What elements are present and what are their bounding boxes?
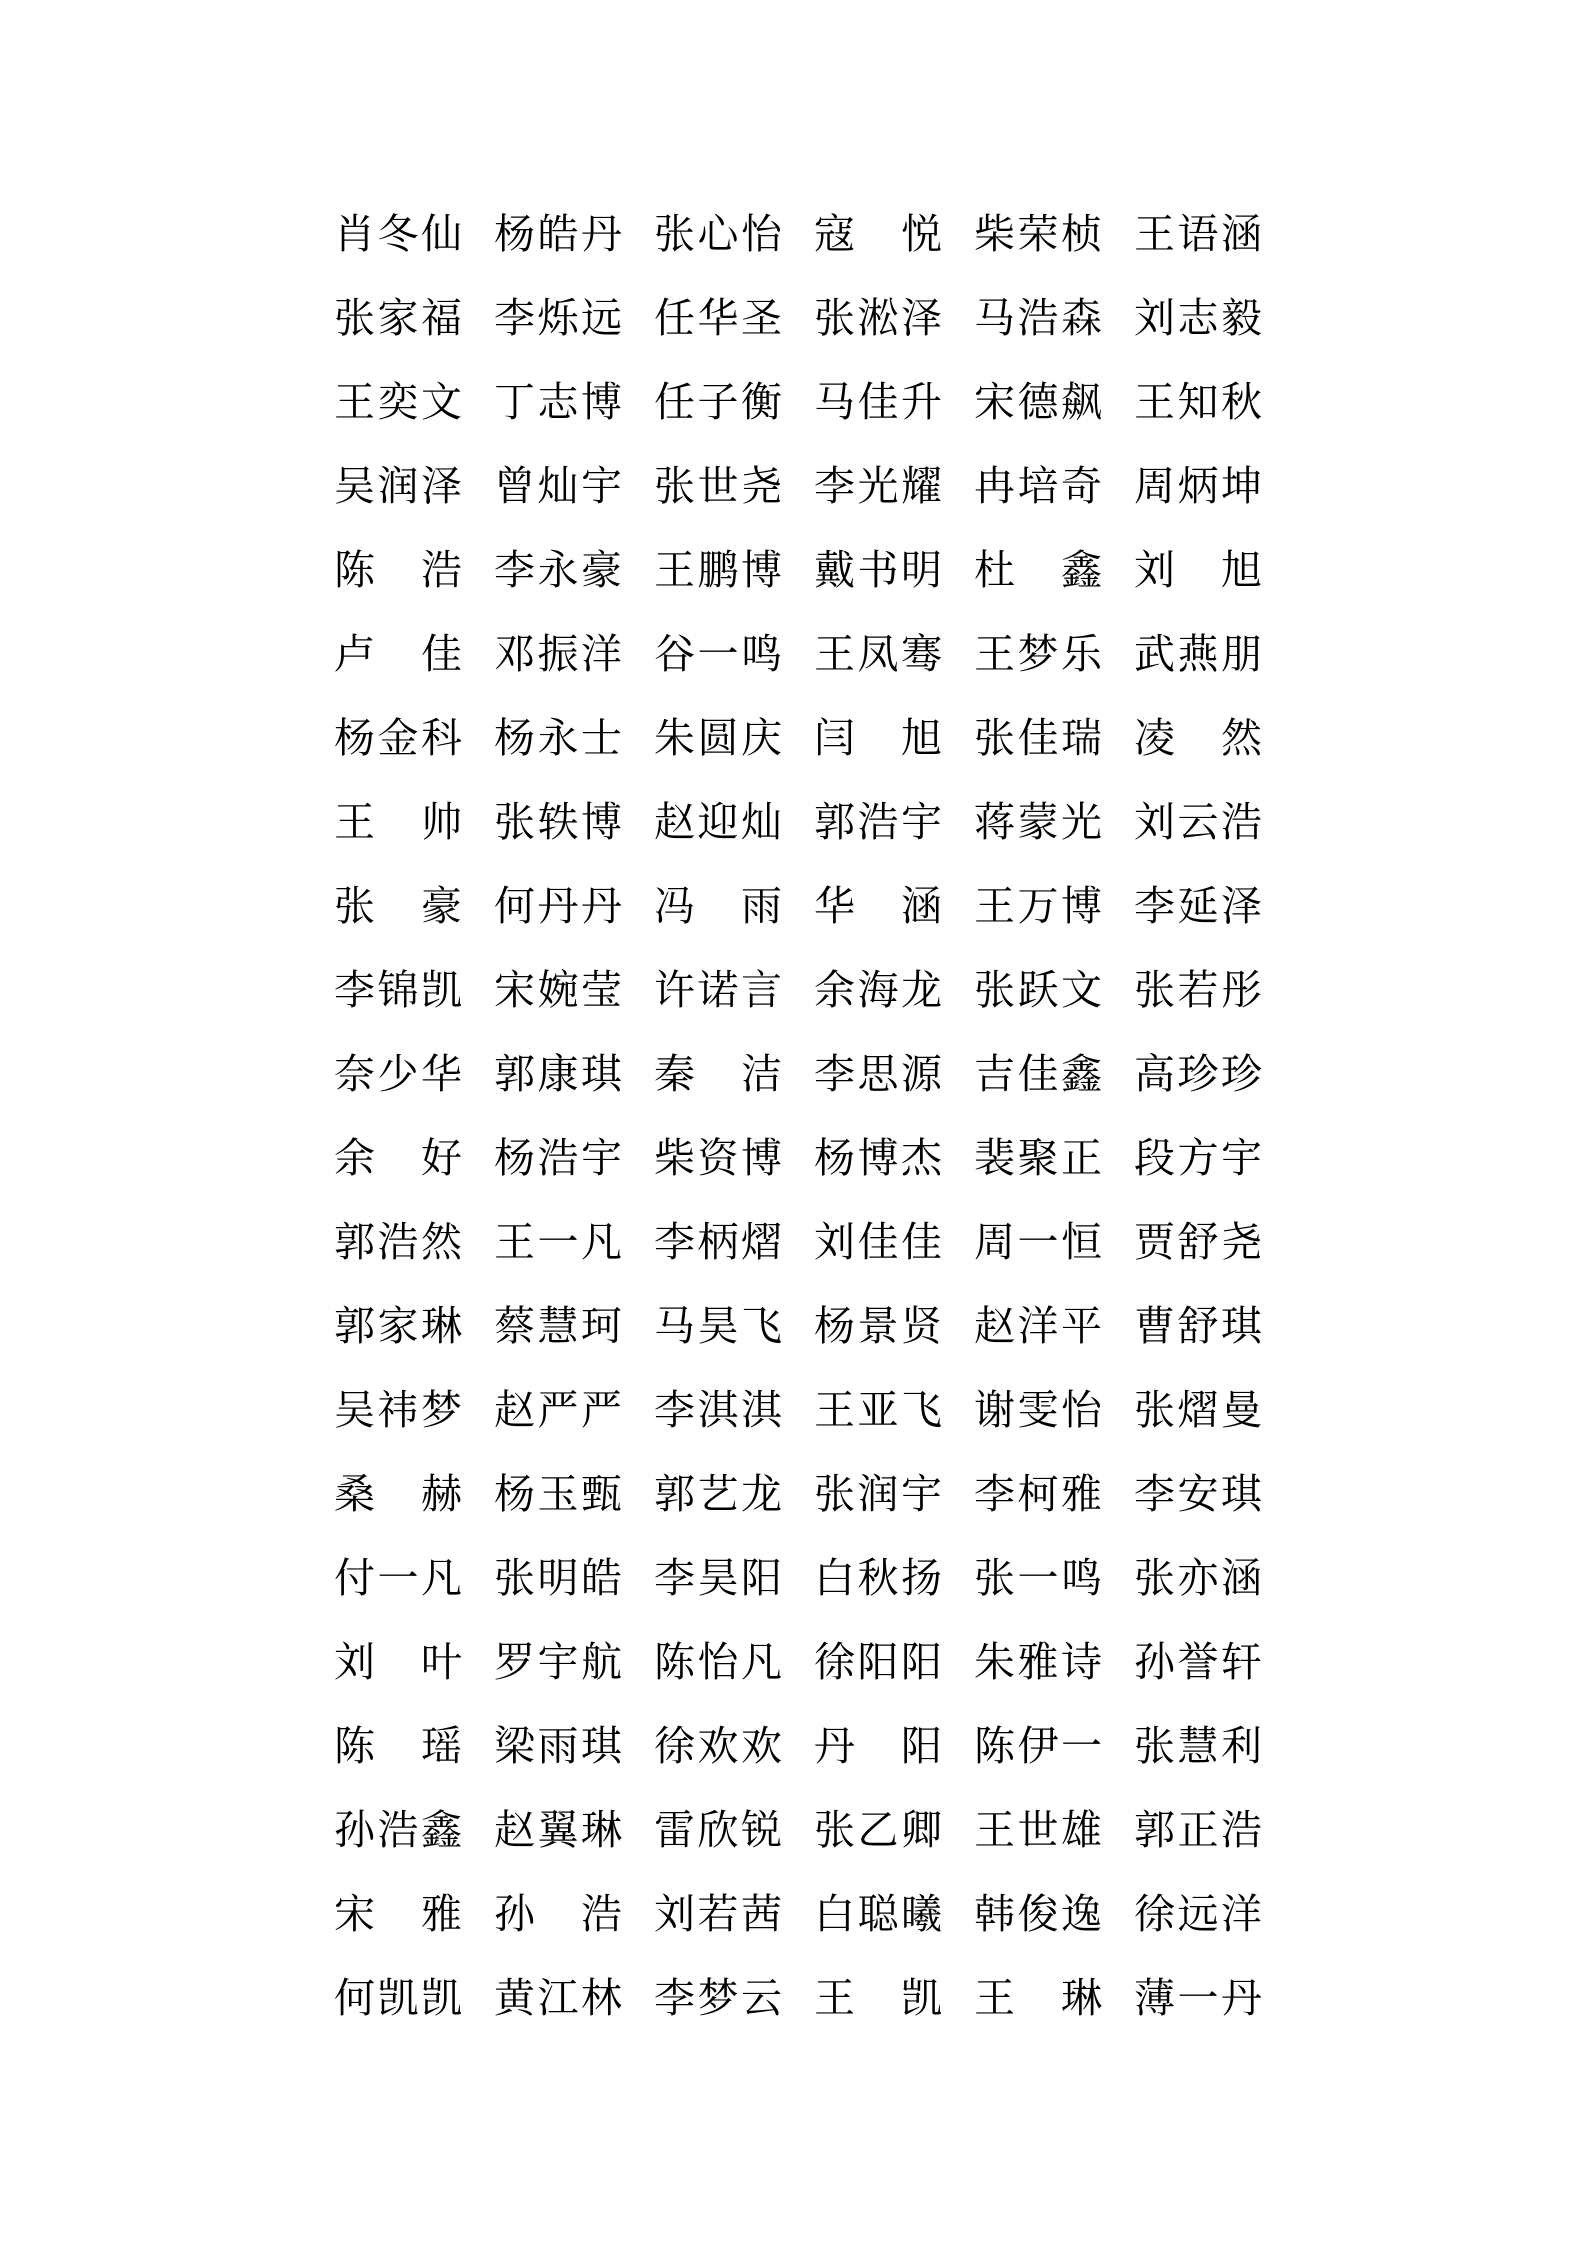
- name-entry: 卢 佳: [334, 630, 462, 678]
- name-entry: 张 乙 卿: [814, 1806, 942, 1854]
- name-entry: 曾 灿 宇: [494, 462, 622, 510]
- name-entry: 郭 艺 龙: [654, 1470, 782, 1518]
- name-entry: 华 涵: [814, 882, 942, 930]
- name-entry: 李 昊 阳: [654, 1554, 782, 1602]
- name-entry: 李 安 琪: [1134, 1470, 1262, 1518]
- name-entry: 张 一 鸣: [974, 1554, 1102, 1602]
- name-entry: 李 烁 远: [494, 294, 622, 342]
- name-entry: 黄 江 林: [494, 1974, 622, 2022]
- name-entry: 张 明 皓: [494, 1554, 622, 1602]
- name-entry: 宋 雅: [334, 1890, 462, 1938]
- name-entry: 桑 赫: [334, 1470, 462, 1518]
- name-entry: 刘 叶: [334, 1638, 462, 1686]
- name-entry: 张 家 福: [334, 294, 462, 342]
- name-entry: 付 一 凡: [334, 1554, 462, 1602]
- name-entry: 刘 旭: [1134, 546, 1262, 594]
- name-entry: 杨 金 科: [334, 714, 462, 762]
- name-entry: 李 淇 淇: [654, 1386, 782, 1434]
- name-entry: 王 琳: [974, 1974, 1102, 2022]
- name-entry: 王 帅: [334, 798, 462, 846]
- name-entry: 李 梦 云: [654, 1974, 782, 2022]
- name-entry: 杨 浩 宇: [494, 1134, 622, 1182]
- name-entry: 奈 少 华: [334, 1050, 462, 1098]
- name-entry: 杨 永 士: [494, 714, 622, 762]
- name-entry: 马 昊 飞: [654, 1302, 782, 1350]
- name-entry: 李 延 泽: [1134, 882, 1262, 930]
- name-entry: 郭 正 浩: [1134, 1806, 1262, 1854]
- name-entry: 刘 若 茜: [654, 1890, 782, 1938]
- name-entry: 雷 欣 锐: [654, 1806, 782, 1854]
- name-entry: 马 浩 森: [974, 294, 1102, 342]
- name-entry: 李 柄 熠: [654, 1218, 782, 1266]
- name-entry: 陈 瑶: [334, 1722, 462, 1770]
- name-entry: 谢 雯 怡: [974, 1386, 1102, 1434]
- name-entry: 贾 舒 尧: [1134, 1218, 1262, 1266]
- name-entry: 许 诺 言: [654, 966, 782, 1014]
- name-entry: 梁 雨 琪: [494, 1722, 622, 1770]
- name-entry: 朱 圆 庆: [654, 714, 782, 762]
- name-entry: 宋 德 飙: [974, 378, 1102, 426]
- name-entry: 张 心 怡: [654, 210, 782, 258]
- name-entry: 李 柯 雅: [974, 1470, 1102, 1518]
- name-entry: 张 慧 利: [1134, 1722, 1262, 1770]
- name-entry: 孙 浩: [494, 1890, 622, 1938]
- name-entry: 张 佳 瑞: [974, 714, 1102, 762]
- name-entry: 孙 浩 鑫: [334, 1806, 462, 1854]
- name-entry: 寇 悦: [814, 210, 942, 258]
- name-entry: 赵 洋 平: [974, 1302, 1102, 1350]
- name-entry: 丹 阳: [814, 1722, 942, 1770]
- name-entry: 薄 一 丹: [1134, 1974, 1262, 2022]
- name-entry: 张 亦 涵: [1134, 1554, 1262, 1602]
- name-entry: 王 万 博: [974, 882, 1102, 930]
- name-entry: 任 子 衡: [654, 378, 782, 426]
- name-entry: 王 一 凡: [494, 1218, 622, 1266]
- name-entry: 徐 远 洋: [1134, 1890, 1262, 1938]
- name-entry: 王 语 涵: [1134, 210, 1262, 258]
- name-entry: 徐 阳 阳: [814, 1638, 942, 1686]
- name-entry: 丁 志 博: [494, 378, 622, 426]
- name-entry: 杨 博 杰: [814, 1134, 942, 1182]
- name-entry: 谷 一 鸣: [654, 630, 782, 678]
- name-entry: 张 淞 泽: [814, 294, 942, 342]
- name-entry: 赵 严 严: [494, 1386, 622, 1434]
- name-entry: 徐 欢 欢: [654, 1722, 782, 1770]
- name-entry: 冉 培 奇: [974, 462, 1102, 510]
- name-entry: 裴 聚 正: [974, 1134, 1102, 1182]
- name-entry: 杨 皓 丹: [494, 210, 622, 258]
- name-entry: 戴 书 明: [814, 546, 942, 594]
- name-entry: 刘 佳 佳: [814, 1218, 942, 1266]
- name-entry: 张 熠 曼: [1134, 1386, 1262, 1434]
- name-entry: 王 亚 飞: [814, 1386, 942, 1434]
- name-entry: 何 凯 凯: [334, 1974, 462, 2022]
- name-entry: 白 聪 曦: [814, 1890, 942, 1938]
- name-entry: 张 豪: [334, 882, 462, 930]
- name-entry: 郭 康 琪: [494, 1050, 622, 1098]
- name-entry: 周 炳 坤: [1134, 462, 1262, 510]
- name-entry: 余 海 龙: [814, 966, 942, 1014]
- name-entry: 武 燕 朋: [1134, 630, 1262, 678]
- name-entry: 何 丹 丹: [494, 882, 622, 930]
- name-entry: 段 方 宇: [1134, 1134, 1262, 1182]
- name-entry: 闫 旭: [814, 714, 942, 762]
- name-entry: 张 轶 博: [494, 798, 622, 846]
- name-entry: 郭 家 琳: [334, 1302, 462, 1350]
- name-entry: 蒋 蒙 光: [974, 798, 1102, 846]
- name-entry: 郭 浩 宇: [814, 798, 942, 846]
- name-entry: 张 跃 文: [974, 966, 1102, 1014]
- name-entry: 王 凯: [814, 1974, 942, 2022]
- name-entry: 罗 宇 航: [494, 1638, 622, 1686]
- name-entry: 李 思 源: [814, 1050, 942, 1098]
- name-entry: 吉 佳 鑫: [974, 1050, 1102, 1098]
- name-entry: 王 鹏 博: [654, 546, 782, 594]
- name-entry: 郭 浩 然: [334, 1218, 462, 1266]
- name-entry: 杨 景 贤: [814, 1302, 942, 1350]
- name-entry: 邓 振 洋: [494, 630, 622, 678]
- name-entry: 任 华 圣: [654, 294, 782, 342]
- name-entry: 王 世 雄: [974, 1806, 1102, 1854]
- name-entry: 宋 婉 莹: [494, 966, 622, 1014]
- name-entry: 柴 资 博: [654, 1134, 782, 1182]
- name-entry: 杜 鑫: [974, 546, 1102, 594]
- name-entry: 曹 舒 琪: [1134, 1302, 1262, 1350]
- name-entry: 高 珍 珍: [1134, 1050, 1262, 1098]
- name-entry: 白 秋 扬: [814, 1554, 942, 1602]
- name-entry: 王 知 秋: [1134, 378, 1262, 426]
- name-entry: 张 世 尧: [654, 462, 782, 510]
- name-entry: 周 一 恒: [974, 1218, 1102, 1266]
- name-entry: 孙 誉 轩: [1134, 1638, 1262, 1686]
- name-entry: 李 永 豪: [494, 546, 622, 594]
- name-entry: 柴 荣 桢: [974, 210, 1102, 258]
- name-entry: 余 好: [334, 1134, 462, 1182]
- name-entry: 王 梦 乐: [974, 630, 1102, 678]
- name-list-grid: [333, 204, 1263, 2052]
- name-entry: 李 光 耀: [814, 462, 942, 510]
- name-entry: 刘 云 浩: [1134, 798, 1262, 846]
- name-entry: 赵 迎 灿: [654, 798, 782, 846]
- name-entry: 杨 玉 甄: [494, 1470, 622, 1518]
- name-entry: 吴 祎 梦: [334, 1386, 462, 1434]
- name-entry: 蔡 慧 珂: [494, 1302, 622, 1350]
- name-entry: 韩 俊 逸: [974, 1890, 1102, 1938]
- name-entry: 肖 冬 仙: [334, 210, 462, 258]
- name-entry: 凌 然: [1134, 714, 1262, 762]
- name-entry: 朱 雅 诗: [974, 1638, 1102, 1686]
- name-entry: 吴 润 泽: [334, 462, 462, 510]
- name-entry: 马 佳 升: [814, 378, 942, 426]
- name-entry: 赵 翼 琳: [494, 1806, 622, 1854]
- name-entry: 陈 怡 凡: [654, 1638, 782, 1686]
- name-entry: 陈 浩: [334, 546, 462, 594]
- name-entry: 秦 洁: [654, 1050, 782, 1098]
- name-entry: 刘 志 毅: [1134, 294, 1262, 342]
- name-entry: 张 润 宇: [814, 1470, 942, 1518]
- name-entry: 王 奕 文: [334, 378, 462, 426]
- name-entry: 陈 伊 一: [974, 1722, 1102, 1770]
- name-entry: 李 锦 凯: [334, 966, 462, 1014]
- name-entry: 王 凤 骞: [814, 630, 942, 678]
- name-entry: 冯 雨: [654, 882, 782, 930]
- name-entry: 张 若 彤: [1134, 966, 1262, 1014]
